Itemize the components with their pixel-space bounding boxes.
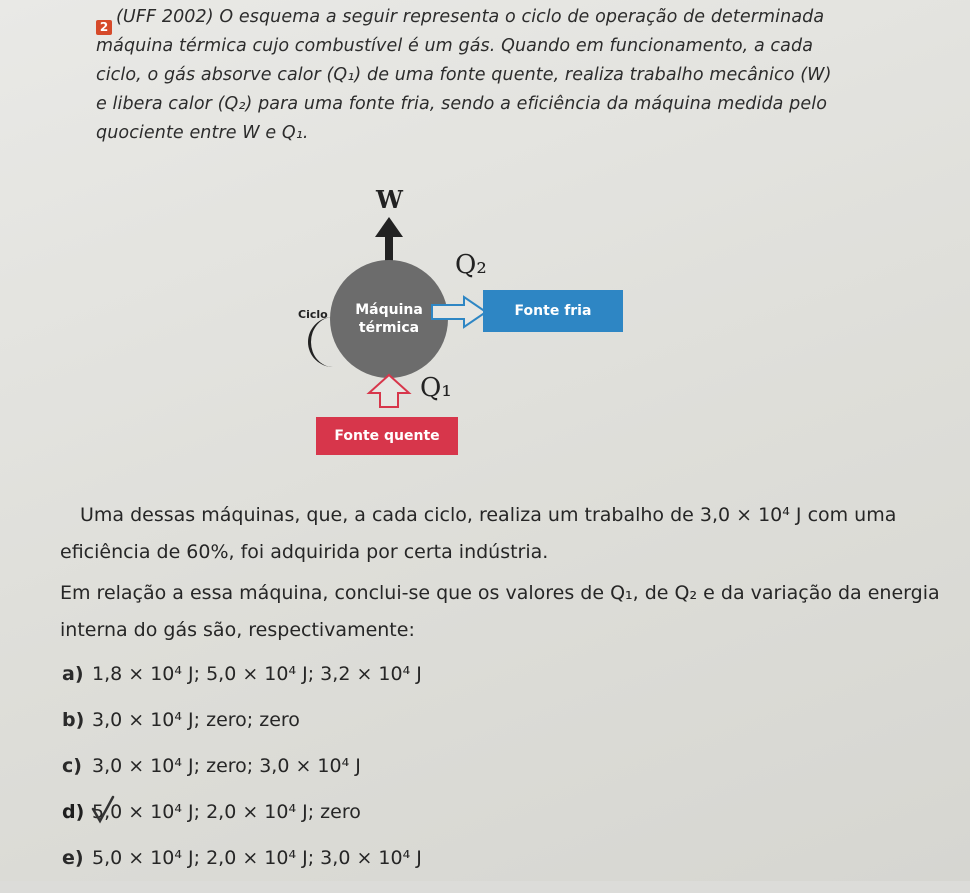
option-letter: b): [62, 709, 85, 731]
question-intro: [96, 3, 866, 148]
intro-line-5: quociente entre W e Q₁.: [96, 123, 309, 143]
question-number-badge: 2: [96, 20, 112, 35]
q2-hollow-arrow-icon: [430, 295, 488, 329]
cold-source-label: Fonte fria: [514, 303, 592, 319]
heat-engine-diagram: [280, 185, 640, 470]
work-arrow-icon: [375, 217, 403, 237]
statement-paragraph-2: Em relação a essa máquina, conclui-se que os valores de Q₁, de Q₂ e da variação da energia interna do gás são, respectivamente:: [60, 582, 940, 641]
work-label: W: [376, 185, 403, 214]
q1-hollow-arrow-icon: [366, 373, 412, 409]
option-text: 5,0 × 10⁴ J; 2,0 × 10⁴ J; zero: [92, 801, 361, 823]
option-letter: e): [62, 847, 84, 869]
option-letter: a): [62, 663, 84, 685]
engine-label-line1: Máquina: [355, 302, 423, 318]
option-text: 3,0 × 10⁴ J; zero; zero: [92, 709, 300, 731]
intro-line-1: (UFF 2002) O esquema a seguir representa o ciclo de operação de determinada: [116, 7, 825, 27]
option-text: 5,0 × 10⁴ J; 2,0 × 10⁴ J; 3,0 × 10⁴ J: [92, 847, 422, 869]
intro-line-4: e libera calor (Q₂) para uma fonte fria, sendo a eficiência da máquina medida pelo: [96, 94, 828, 114]
q2-label: Q₂: [455, 250, 487, 280]
option-letter: d): [62, 801, 85, 823]
question-statement: [60, 497, 940, 649]
q1-label: Q₁: [420, 373, 452, 403]
intro-line-3: ciclo, o gás absorve calor (Q₁) de uma fonte quente, realiza trabalho mecânico (W): [96, 65, 832, 85]
statement-paragraph-1: Uma dessas máquinas, que, a cada ciclo, realiza um trabalho de 3,0 × 10⁴ J com uma eficiência de 60%, foi adquirida por certa indústria.: [60, 504, 897, 563]
hot-source-box: [316, 417, 458, 455]
cold-source-box: [483, 290, 623, 332]
option-a[interactable]: [62, 663, 422, 709]
work-arrow-stem: [385, 237, 393, 261]
intro-line-2: máquina térmica cujo combustível é um gás. Quando em funcionamento, a cada: [96, 36, 814, 56]
option-text: 1,8 × 10⁴ J; 5,0 × 10⁴ J; 3,2 × 10⁴ J: [92, 663, 422, 685]
option-b[interactable]: [62, 709, 422, 755]
answer-options: [62, 663, 422, 893]
engine-label-line2: térmica: [358, 320, 420, 336]
hot-source-label: Fonte quente: [334, 428, 440, 444]
option-text: 3,0 × 10⁴ J; zero; 3,0 × 10⁴ J: [92, 755, 361, 777]
cycle-label: Ciclo: [298, 308, 328, 321]
handwritten-check-mark-icon: [90, 795, 116, 825]
option-letter: c): [62, 755, 82, 777]
option-e[interactable]: [62, 847, 422, 893]
